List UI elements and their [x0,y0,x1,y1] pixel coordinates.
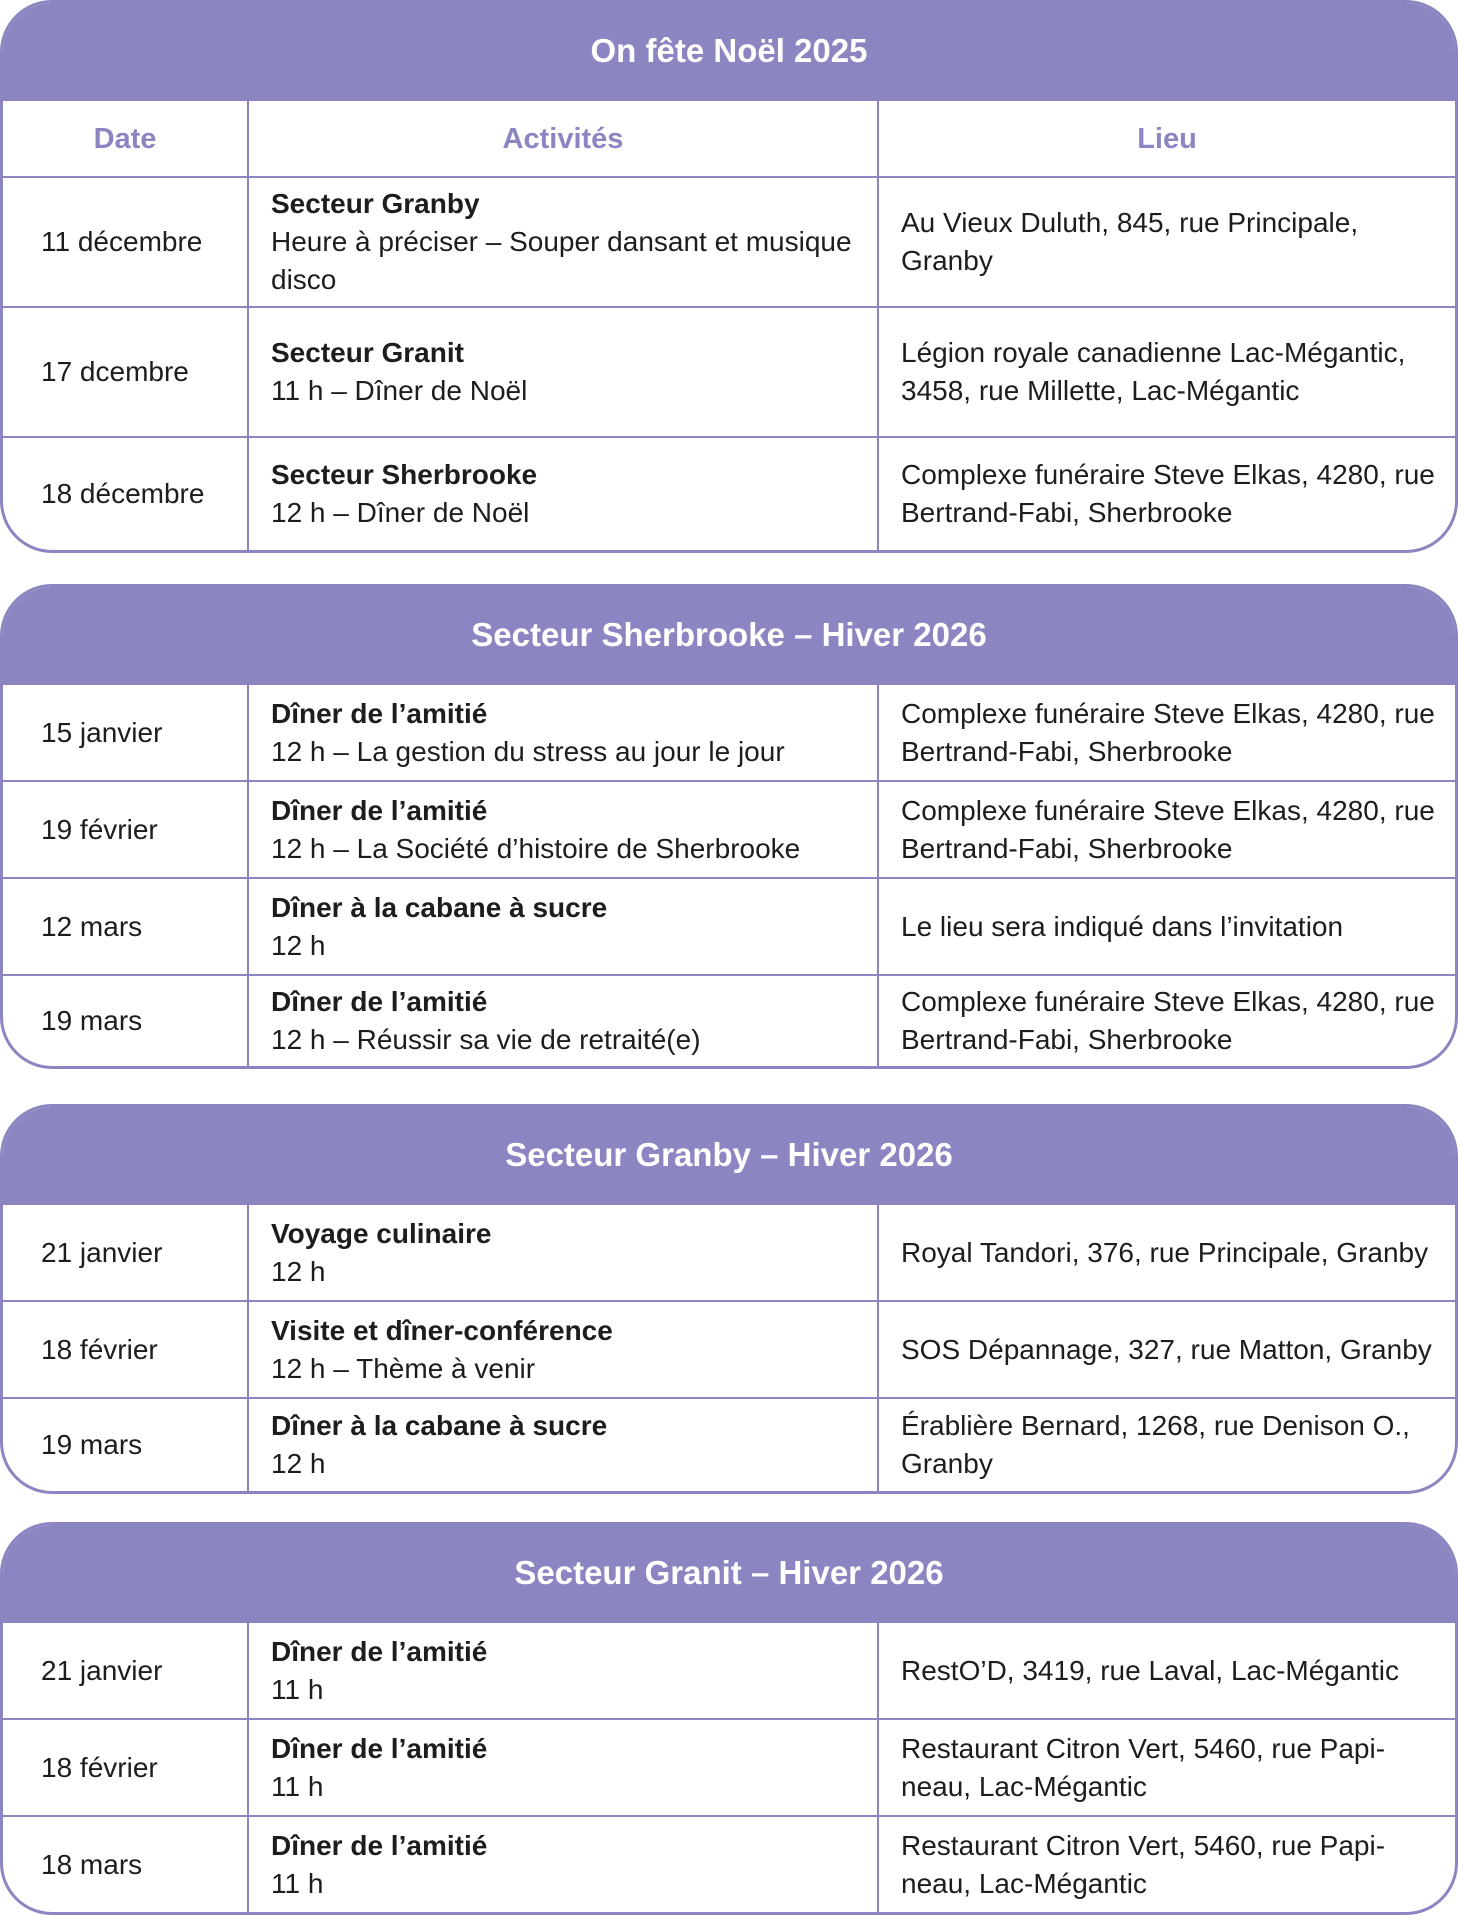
activity-detail: 12 h – La Société d’histoire de Sherbrooke [271,832,801,864]
row-activity [248,307,878,437]
block-title: Secteur Granby – Hiver 2026 [3,1107,1455,1203]
activity-title: Dîner de l’amitié [271,1635,488,1667]
activity-title: Visite et dîner-conférence [271,1314,613,1346]
row-activity [248,1204,878,1301]
row-lieu: Au Vieux Duluth, 845, rue Principale, Granby [878,177,1455,307]
table-row [3,878,1455,975]
table-row [3,684,1455,781]
table-row [3,1398,1455,1491]
row-date: 21 janvier [3,1204,248,1301]
row-lieu: Légion royale canadienne Lac-Mégantic, 3458, rue Millette, Lac-Mégantic [878,307,1455,437]
schedule-block-noel [0,0,1458,553]
row-activity [248,1816,878,1912]
row-date: 11 décembre [3,177,248,307]
row-date: 18 mars [3,1816,248,1912]
table-row [3,307,1455,437]
activity-title: Dîner de l’amitié [271,1829,488,1861]
block-title: On fête Noël 2025 [3,3,1455,99]
schedule-table [3,683,1455,1066]
row-date: 18 décembre [3,437,248,550]
row-lieu: SOS Dépannage, 327, rue Matton, Granby [878,1301,1455,1398]
activity-title: Dîner de l’amitié [271,794,488,826]
schedule-table [3,99,1455,550]
row-date: 12 mars [3,878,248,975]
table-row [3,177,1455,307]
table-row [3,781,1455,878]
row-activity [248,1622,878,1719]
row-activity [248,437,878,550]
row-lieu: Érablière Bernard, 1268, rue Denison O., Granby [878,1398,1455,1491]
activity-detail: 11 h [271,1867,324,1899]
row-date: 18 février [3,1301,248,1398]
row-date: 21 janvier [3,1622,248,1719]
row-lieu: Royal Tandori, 376, rue Principale, Granby [878,1204,1455,1301]
activity-detail: 12 h – Dîner de Noël [271,497,530,528]
row-lieu: Complexe funéraire Steve Elkas, 4280, rue Bertrand-Fabi, Sherbrooke [878,437,1455,550]
row-activity [248,177,878,307]
row-date: 18 février [3,1719,248,1816]
row-activity [248,1301,878,1398]
row-lieu: Complexe funéraire Steve Elkas, 4280, rue Bertrand-Fabi, Sherbrooke [878,684,1455,781]
table-row [3,1204,1455,1301]
row-activity [248,878,878,975]
row-activity [248,781,878,878]
activity-title: Dîner de l’amitié [271,1732,488,1764]
row-lieu: Complexe funéraire Steve Elkas, 4280, rue Bertrand-Fabi, Sherbrooke [878,781,1455,878]
table-row [3,1719,1455,1816]
row-activity [248,975,878,1066]
row-lieu: Restaurant Citron Vert, 5460, rue Papi-neau, Lac-Mégantic [878,1719,1455,1816]
row-lieu: RestO’D, 3419, rue Laval, Lac-Mégantic [878,1622,1455,1719]
row-date: 19 mars [3,1398,248,1491]
activity-detail: 12 h [271,1255,326,1287]
activity-detail: 12 h – La gestion du stress au jour le jour [271,735,785,767]
schedule-block-granit [0,1522,1458,1915]
block-title: Secteur Granit – Hiver 2026 [3,1525,1455,1621]
row-date: 19 mars [3,975,248,1066]
row-lieu: Complexe funéraire Steve Elkas, 4280, rue Bertrand-Fabi, Sherbrooke [878,975,1455,1066]
row-lieu: Restaurant Citron Vert, 5460, rue Papi-neau, Lac-Mégantic [878,1816,1455,1912]
block-title: Secteur Sherbrooke – Hiver 2026 [3,587,1455,683]
header-activites: Activités [248,100,878,177]
activity-title: Dîner de l’amitié [271,697,488,729]
row-date: 19 février [3,781,248,878]
activity-title: Dîner à la cabane à sucre [271,1410,608,1441]
schedule-block-granby [0,1104,1458,1494]
row-activity [248,684,878,781]
activity-detail: 12 h [271,1448,326,1479]
header-date: Date [3,100,248,177]
table-row [3,1301,1455,1398]
activity-title: Secteur Granby [271,188,480,219]
activity-detail: 11 h – Dîner de Noël [271,375,528,406]
activity-title: Dîner de l’amitié [271,986,488,1017]
activity-detail: Heure à préciser – Souper dansant et musique disco [271,226,852,295]
row-activity [248,1719,878,1816]
row-date: 15 janvier [3,684,248,781]
schedule-block-sherbrooke [0,584,1458,1069]
table-row [3,975,1455,1066]
row-activity [248,1398,878,1491]
schedule-table [3,1203,1455,1491]
activity-title: Secteur Granit [271,337,464,368]
table-row [3,1816,1455,1912]
activity-title: Secteur Sherbrooke [271,459,538,490]
activity-detail: 12 h – Réussir sa vie de retraité(e) [271,1024,701,1055]
row-lieu: Le lieu sera indiqué dans l’invitation [878,878,1455,975]
table-row [3,437,1455,550]
table-header-row [3,100,1455,177]
activity-detail: 12 h – Thème à venir [271,1352,536,1384]
row-date: 17 dcembre [3,307,248,437]
activity-title: Voyage culinaire [271,1217,492,1249]
header-lieu: Lieu [878,100,1455,177]
table-row [3,1622,1455,1719]
schedule-table [3,1621,1455,1912]
activity-detail: 11 h [271,1770,324,1802]
activity-title: Dîner à la cabane à sucre [271,891,608,923]
activity-detail: 12 h [271,929,326,961]
activity-detail: 11 h [271,1673,324,1705]
